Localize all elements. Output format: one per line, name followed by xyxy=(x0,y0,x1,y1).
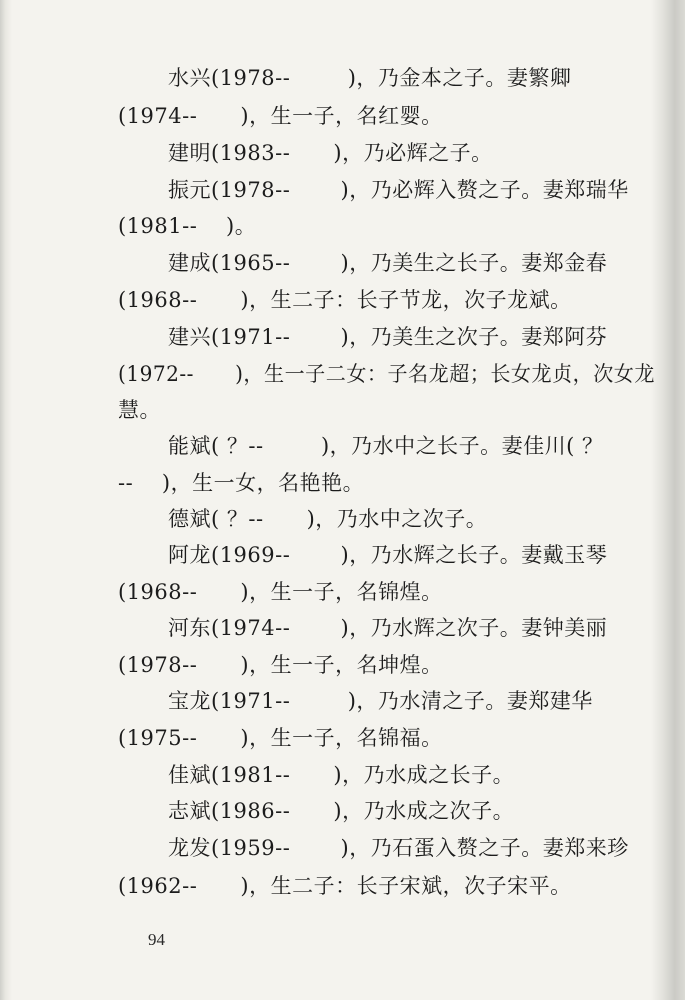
text-line: 建明(1983-- )，乃必辉之子。 xyxy=(168,141,493,165)
text-line: (1978-- )，生一子，名坤煌。 xyxy=(118,653,443,677)
text-line: (1968-- )，生一子，名锦煌。 xyxy=(118,580,443,604)
text-line: (1968-- )，生二子：长子节龙，次子龙斌。 xyxy=(118,288,572,312)
text-line: (1962-- )，生二子：长子宋斌，次子宋平。 xyxy=(118,874,572,898)
text-line: (1981-- )。 xyxy=(118,214,257,238)
text-line: (1975-- )，生一子，名锦福。 xyxy=(118,726,443,750)
text-line: (1972-- )，生一子二女：子名龙超；长女龙贞，次女龙 xyxy=(118,362,655,386)
text-line: 德斌( ？-- )，乃水中之次子。 xyxy=(168,507,488,531)
page-number: 94 xyxy=(148,930,165,949)
text-line: 宝龙(1971-- )，乃水清之子。妻郑建华 xyxy=(168,689,593,713)
text-line: 能斌( ？-- )，乃水中之长子。妻佳川( ？ xyxy=(168,434,604,458)
text-line: 慧。 xyxy=(118,398,161,422)
text-line: 佳斌(1981-- )，乃水成之长子。 xyxy=(168,763,515,787)
text-line: 志斌(1986-- )，乃水成之次子。 xyxy=(168,799,515,823)
text-line: 河东(1974-- )，乃水辉之次子。妻钟美丽 xyxy=(168,616,608,640)
text-line: 建兴(1971-- )，乃美生之次子。妻郑阿芬 xyxy=(168,325,608,349)
text-line: 龙发(1959-- )，乃石蛋入赘之子。妻郑来珍 xyxy=(168,836,629,860)
text-line: 振元(1978-- )，乃必辉入赘之子。妻郑瑞华 xyxy=(168,178,629,202)
text-line: 阿龙(1969-- )，乃水辉之长子。妻戴玉琴 xyxy=(168,543,608,567)
text-line: 水兴(1978-- )，乃金本之子。妻繁卿 xyxy=(168,66,572,90)
text-line: (1974-- )，生一子，名红婴。 xyxy=(118,104,443,128)
text-line: 建成(1965-- )，乃美生之长子。妻郑金春 xyxy=(168,251,608,275)
text-line: -- )，生一女，名艳艳。 xyxy=(118,471,365,495)
